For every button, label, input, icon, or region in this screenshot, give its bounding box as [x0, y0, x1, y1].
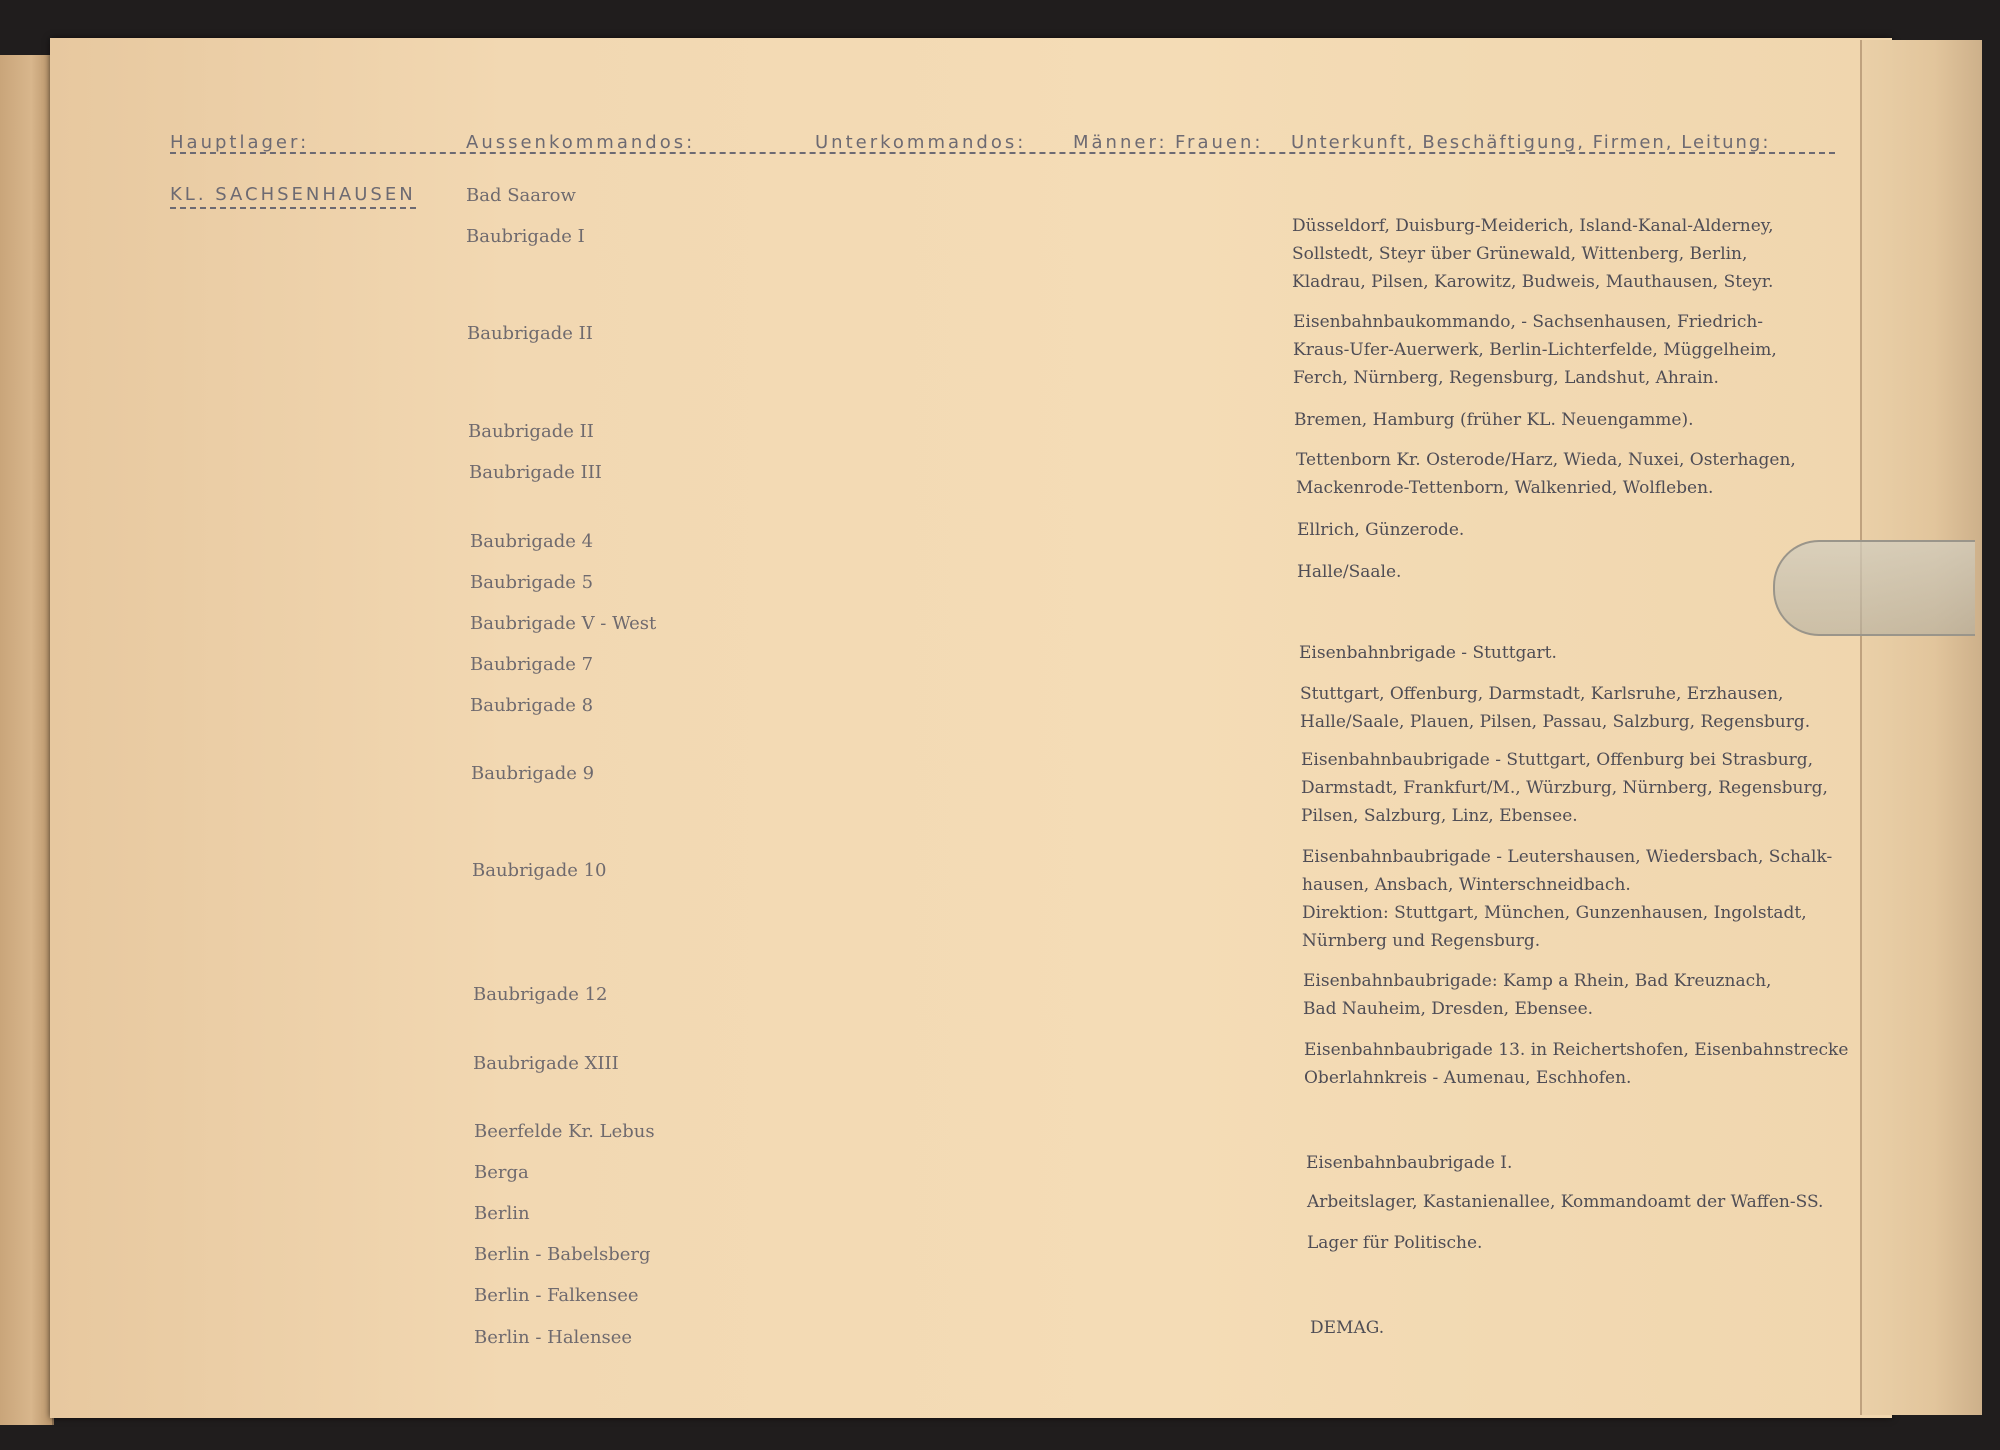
subcamp-name: Baubrigade 9	[471, 763, 595, 784]
header-unterkommandos: Unterkommandos:	[815, 132, 1027, 153]
subcamp-details: Halle/Saale.	[1297, 562, 1402, 582]
subcamp-details: Stuttgart, Offenburg, Darmstadt, Karlsruhe, Erzhausen, Halle/Saale, Plauen, Pilsen, Passau, Salzburg, Regensburg.	[1300, 684, 1811, 732]
subcamp-name: Baubrigade 5	[470, 572, 594, 593]
subcamp-name: Baubrigade V - West	[470, 613, 657, 634]
subcamp-name: Berlin - Halensee	[474, 1327, 633, 1348]
header-aussenkommandos: Aussenkommandos:	[466, 132, 696, 153]
subcamp-details: Eisenbahnbaubrigade: Kamp a Rhein, Bad Kreuznach, Bad Nauheim, Dresden, Ebensee.	[1303, 971, 1772, 1019]
subcamp-name: Beerfelde Kr. Lebus	[474, 1121, 655, 1142]
subcamp-name: Baubrigade I	[466, 226, 585, 247]
subcamp-name: Baubrigade II	[468, 421, 594, 442]
subcamp-details: Eisenbahnbaubrigade 13. in Reichertshofen, Eisenbahnstrecke Oberlahnkreis - Aumenau, Eschhofen.	[1304, 1040, 1849, 1088]
left-page-edge	[0, 55, 54, 1425]
subcamp-details: Ellrich, Günzerode.	[1297, 520, 1465, 540]
subcamp-details: Düsseldorf, Duisburg-Meiderich, Island-Kanal-Alderney, Sollstedt, Steyr über Grünewald, Wittenberg, Berlin, Kladrau, Pilsen, Karowitz, Budweis, Mauthausen, Steyr.	[1292, 216, 1774, 292]
subcamp-name: Baubrigade 12	[473, 984, 608, 1005]
subcamp-details: Bremen, Hamburg (früher KL. Neuengamme).	[1294, 410, 1694, 430]
header-maenner: Männer:	[1073, 132, 1168, 153]
subcamp-details: Eisenbahnbaubrigade - Stuttgart, Offenburg bei Strasburg, Darmstadt, Frankfurt/M., Würzburg, Nürnberg, Regensburg, Pilsen, Salzburg, Linz, Ebensee.	[1301, 750, 1828, 826]
subcamp-name: Baubrigade 8	[470, 695, 594, 716]
paper-clip	[1773, 540, 1975, 636]
subcamp-details: Arbeitslager, Kastanienallee, Kommandoamt der Waffen-SS.	[1307, 1192, 1824, 1212]
subcamp-name: Baubrigade 4	[470, 531, 594, 552]
header-frauen: Frauen:	[1175, 132, 1264, 153]
subcamp-name: Bad Saarow	[466, 185, 576, 206]
subcamp-details: Lager für Politische.	[1307, 1233, 1483, 1253]
subcamp-details: Eisenbahnbaukommando, - Sachsenhausen, Friedrich- Kraus-Ufer-Auerwerk, Berlin-Lichterfelde, Müggelheim, Ferch, Nürnberg, Regensburg, Landshut, Ahrain.	[1293, 312, 1777, 388]
subcamp-name: Baubrigade 7	[470, 654, 594, 675]
subcamp-name: Berga	[474, 1162, 529, 1183]
header-unterkunft: Unterkunft, Beschäftigung, Firmen, Leitung:	[1291, 132, 1771, 153]
subcamp-name: Baubrigade II	[467, 323, 593, 344]
main-camp-label: KL. SACHSENHAUSEN	[170, 184, 416, 209]
header-hauptlager: Hauptlager:	[170, 132, 310, 153]
subcamp-name: Berlin - Babelsberg	[474, 1244, 651, 1265]
subcamp-name: Baubrigade XIII	[473, 1053, 619, 1074]
subcamp-name: Baubrigade 10	[472, 860, 607, 881]
subcamp-details: Eisenbahnbaubrigade - Leutershausen, Wiedersbach, Schalk- hausen, Ansbach, Winterschneidbach. Direktion: Stuttgart, München, Gunzenhausen, Ingolstadt, Nürnberg und Regensburg.	[1302, 847, 1833, 951]
right-page-stack	[1860, 40, 1982, 1415]
subcamp-details: Tettenborn Kr. Osterode/Harz, Wieda, Nuxei, Osterhagen, Mackenrode-Tettenborn, Walkenried, Wolfleben.	[1296, 450, 1796, 498]
subcamp-name: Baubrigade III	[469, 462, 602, 483]
subcamp-details: Eisenbahnbrigade - Stuttgart.	[1299, 643, 1557, 663]
subcamp-details: DEMAG.	[1310, 1318, 1385, 1338]
subcamp-details: Eisenbahnbaubrigade I.	[1306, 1153, 1513, 1173]
header-underline	[170, 152, 1835, 154]
subcamp-name: Berlin	[474, 1203, 530, 1224]
subcamp-name: Berlin - Falkensee	[474, 1285, 639, 1306]
